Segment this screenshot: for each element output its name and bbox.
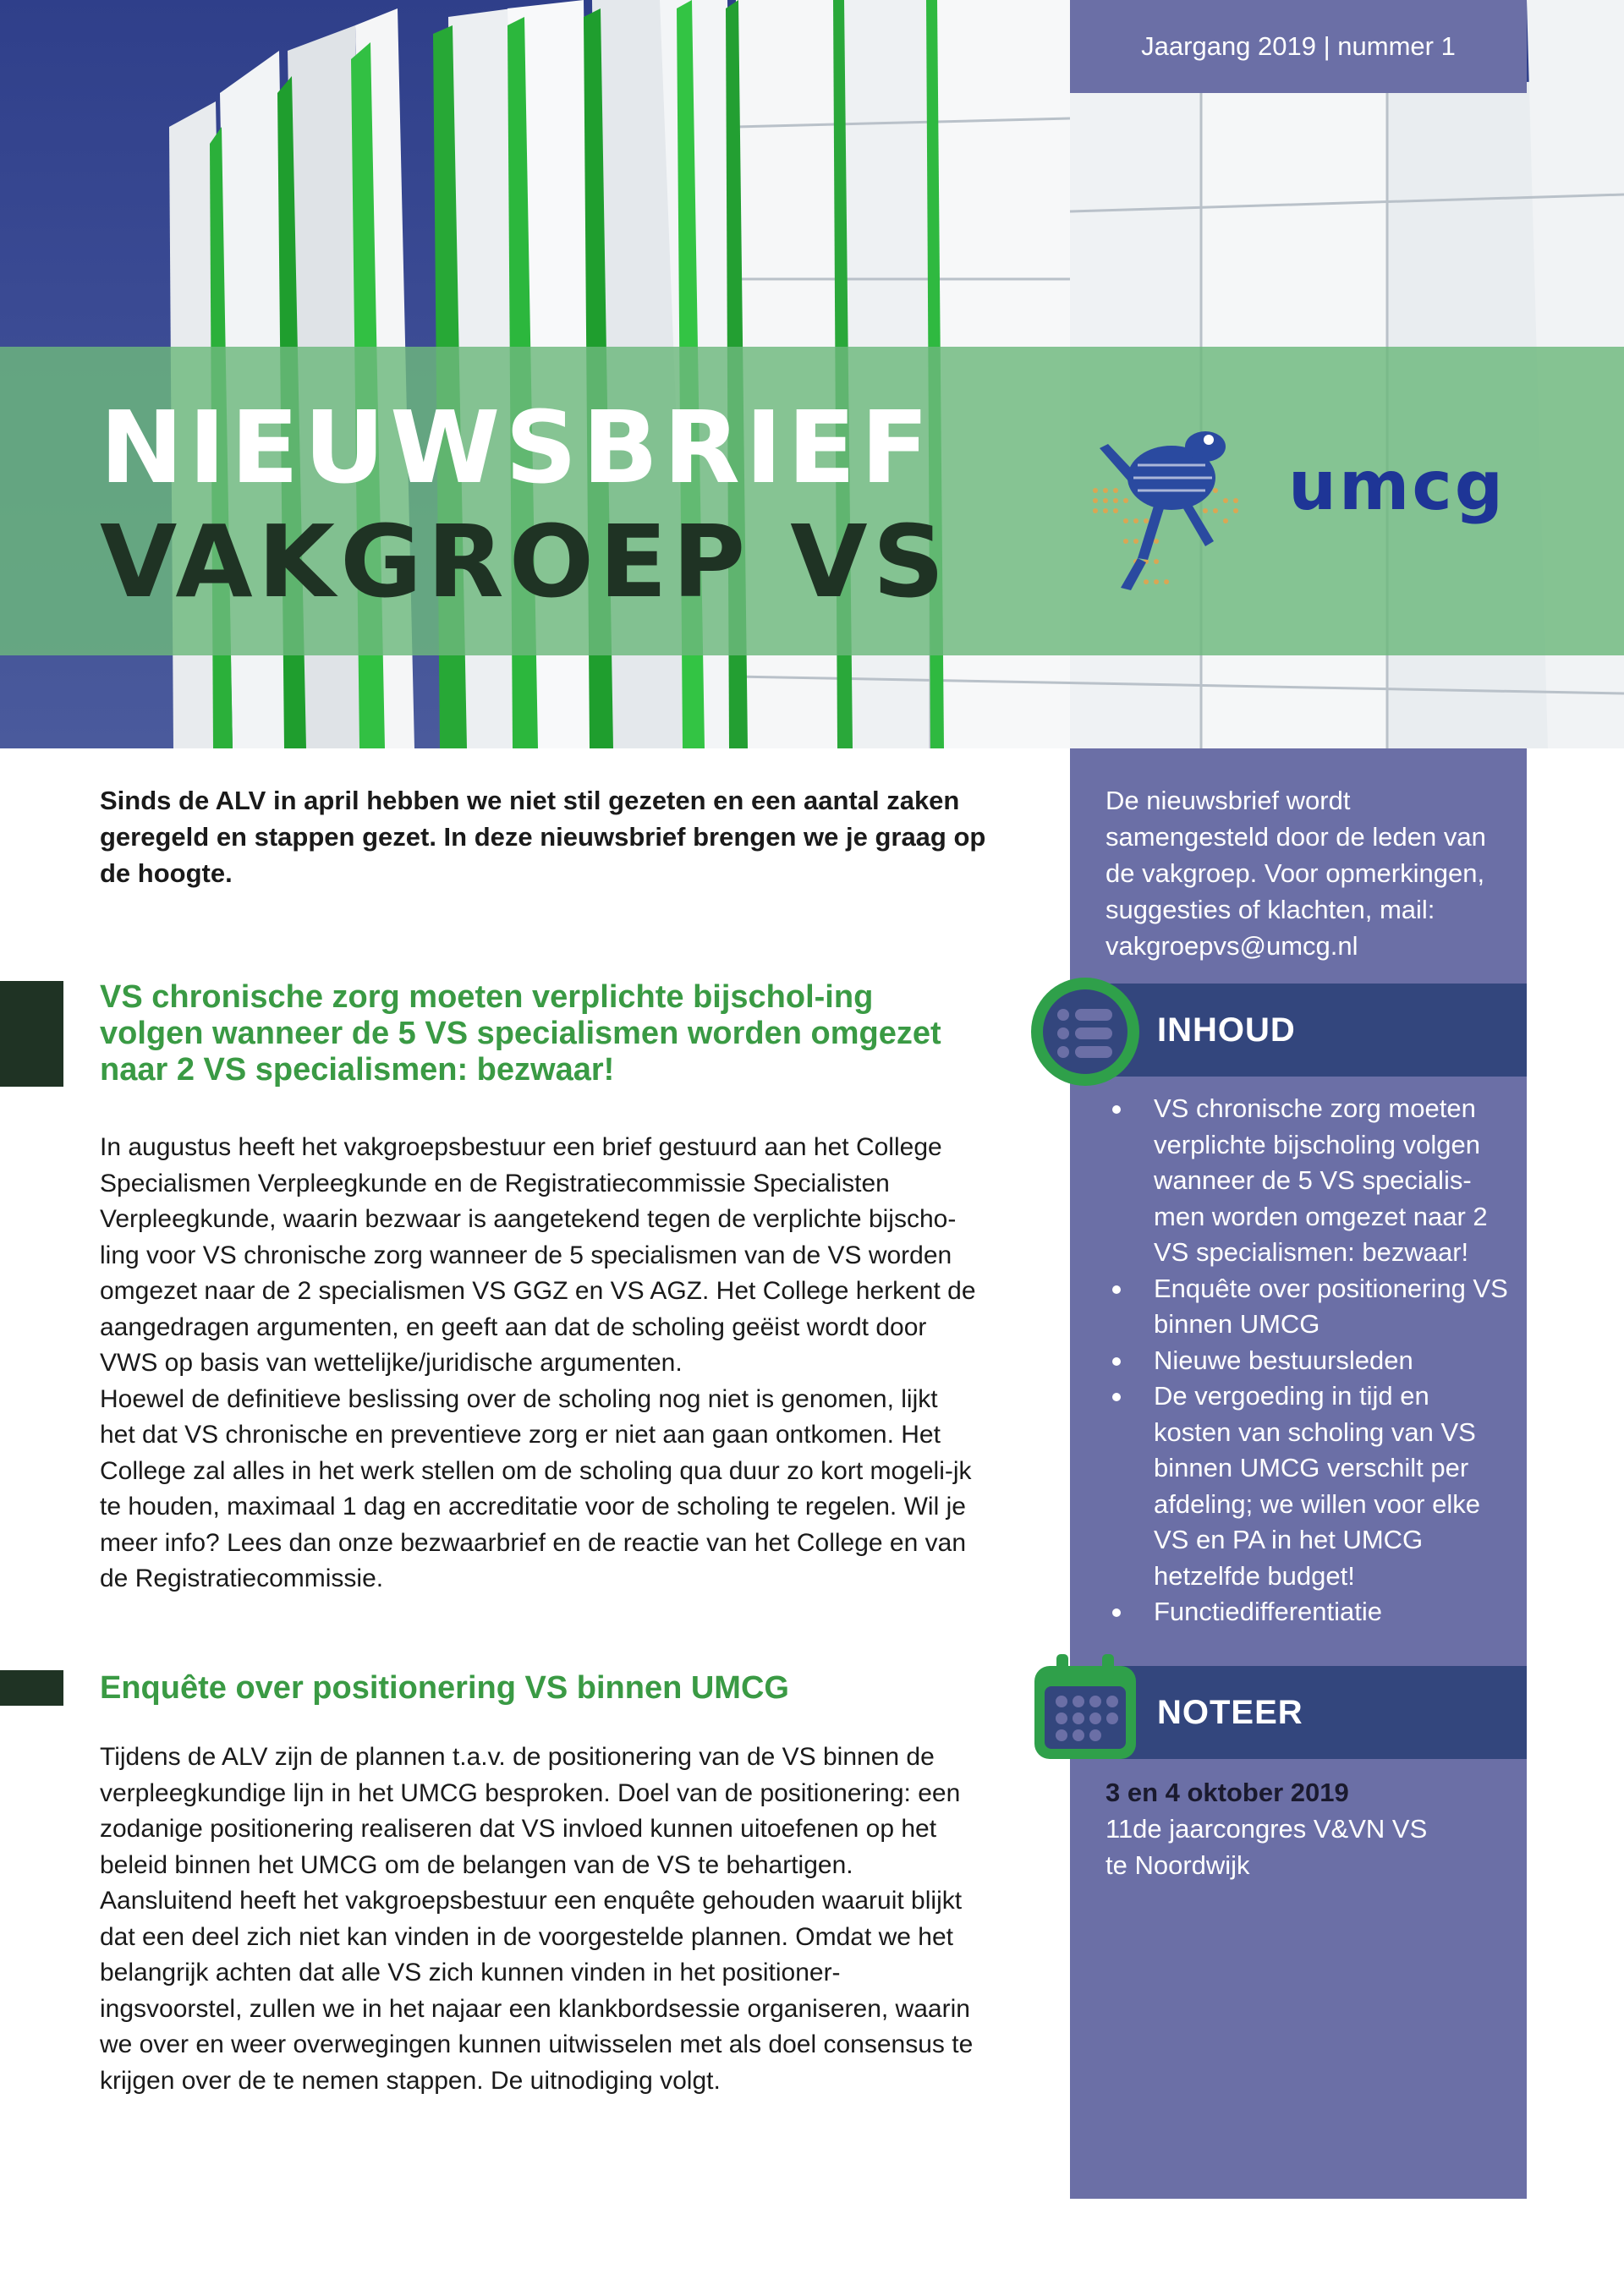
article-heading: Enquête over positionering VS binnen UMCG bbox=[100, 1670, 789, 1706]
event-name: 11de jaarcongres V&VN VS bbox=[1106, 1814, 1428, 1844]
toc-item: VS chronische zorg moeten verplichte bijscholing volgen wanneer de 5 VS specialis-men worden omgezet naar 2 VS specialismen: bezwaar! bbox=[1106, 1091, 1512, 1271]
article-paragraph: Tijdens de ALV zijn de plannen t.a.v. de positionering van de VS binnen de verpleegkundige lijn in het UMCG besproken. Doel van de positionering: een zodanige positionering realiseren dat VS invloed kunnen uitoefenen op het beleid binnen het UMCG om de belangen van de VS te behartigen. Aansluitend heeft het vakgroepsbestuur een enquête gehouden waaruit blijkt dat een deel zich niet kan vinden in de voorgestelde plannen. Omdat we het belangrijk achten dat alle VS zich kunnen vinden in het positioner-ingsvoorstel, zullen we in het najaar een klankbordsessie organiseren, waarin we over en weer overwegingen kunnen uitwisselen met als doel consensus te krijgen over de te nemen stappen. De uitnodiging volgt. bbox=[100, 1743, 974, 2095]
inhoud-title: INHOUD bbox=[1157, 1011, 1296, 1049]
newsletter-subtitle: VAKGROEP VS bbox=[100, 503, 950, 620]
table-of-contents bbox=[1106, 1091, 1512, 1630]
article-paragraph: In augustus heeft het vakgroepsbestuur een brief gestuurd aan het College Specialismen Verpleegkunde en de Registratiecommissie Specialisten Verpleegkunde, waarin bezwaar is aangetekend tegen de verplichte bijscho-ling voor VS chronische zorg wanneer de 5 specialismen van de VS worden omgezet naar de 2 specialismen VS GGZ en VS AGZ. Het College herkent de aangedragen argumenten, en geeft aan dat de scholing geëist wordt door VWS op basis van wettelijke/juridische argumenten. bbox=[100, 1133, 976, 1377]
sidebar-intro bbox=[1106, 782, 1503, 964]
article-body bbox=[100, 1740, 979, 2099]
toc-item: Nieuwe bestuursleden bbox=[1106, 1343, 1512, 1379]
article-paragraph: Hoewel de definitieve beslissing over de scholing nog niet is genomen, lijkt het dat VS chronische en preventieve zorg er niet aan gaan ontkomen. Het College zal alles in het werk stellen om de scholing qua duur zo kort mogeli-jk te houden, maximaal 1 dag en accreditatie voor de scholing te regelen. Wil je meer info? Lees dan onze bezwaarbrief en de reactie van het College en van de Registratiecommissie. bbox=[100, 1384, 972, 1592]
list-icon bbox=[1026, 973, 1144, 1091]
noteer-title: NOTEER bbox=[1157, 1693, 1303, 1731]
section-marker bbox=[0, 981, 63, 1087]
umcg-logo-text: umcg bbox=[1288, 447, 1506, 525]
issue-label: Jaargang 2019 | nummer 1 bbox=[1070, 0, 1527, 93]
event-location: te Noordwijk bbox=[1106, 1850, 1250, 1880]
newsletter-title: NIEUWSBRIEF bbox=[100, 389, 935, 506]
article-heading: VS chronische zorg moeten verplichte bijschol-ing volgen wanneer de 5 VS specialismen worden omgezet naar 2 VS specialismen: bezwaar! bbox=[100, 979, 941, 1088]
event-date: 3 en 4 oktober 2019 bbox=[1106, 1778, 1349, 1807]
section-marker bbox=[0, 1670, 63, 1706]
noteer-content bbox=[1106, 1774, 1503, 1883]
header-image bbox=[0, 0, 1624, 748]
sidebar-intro-text: De nieuwsbrief wordt samengesteld door de leden van de vakgroep. Voor opmerkingen, suggesties of klachten, mail: vakgroepvs@umcg.nl bbox=[1106, 786, 1486, 961]
article-body bbox=[100, 1130, 979, 1597]
toc-item: Enquête over positionering VS binnen UMCG bbox=[1106, 1271, 1512, 1343]
calendar-icon bbox=[1026, 1649, 1144, 1767]
toc-item: Functiedifferentiatie bbox=[1106, 1594, 1512, 1630]
umcg-frog-logo bbox=[1078, 397, 1281, 609]
toc-item: De vergoeding in tijd en kosten van scholing van VS binnen UMCG verschilt per afdeling; we willen voor elke VS en PA in het UMCG hetzelfde budget! bbox=[1106, 1378, 1512, 1594]
intro-paragraph: Sinds de ALV in april hebben we niet stil gezeten en een aantal zaken geregeld en stappen gezet. In deze nieuwsbrief brengen we je graag op de hoogte. bbox=[100, 786, 986, 888]
